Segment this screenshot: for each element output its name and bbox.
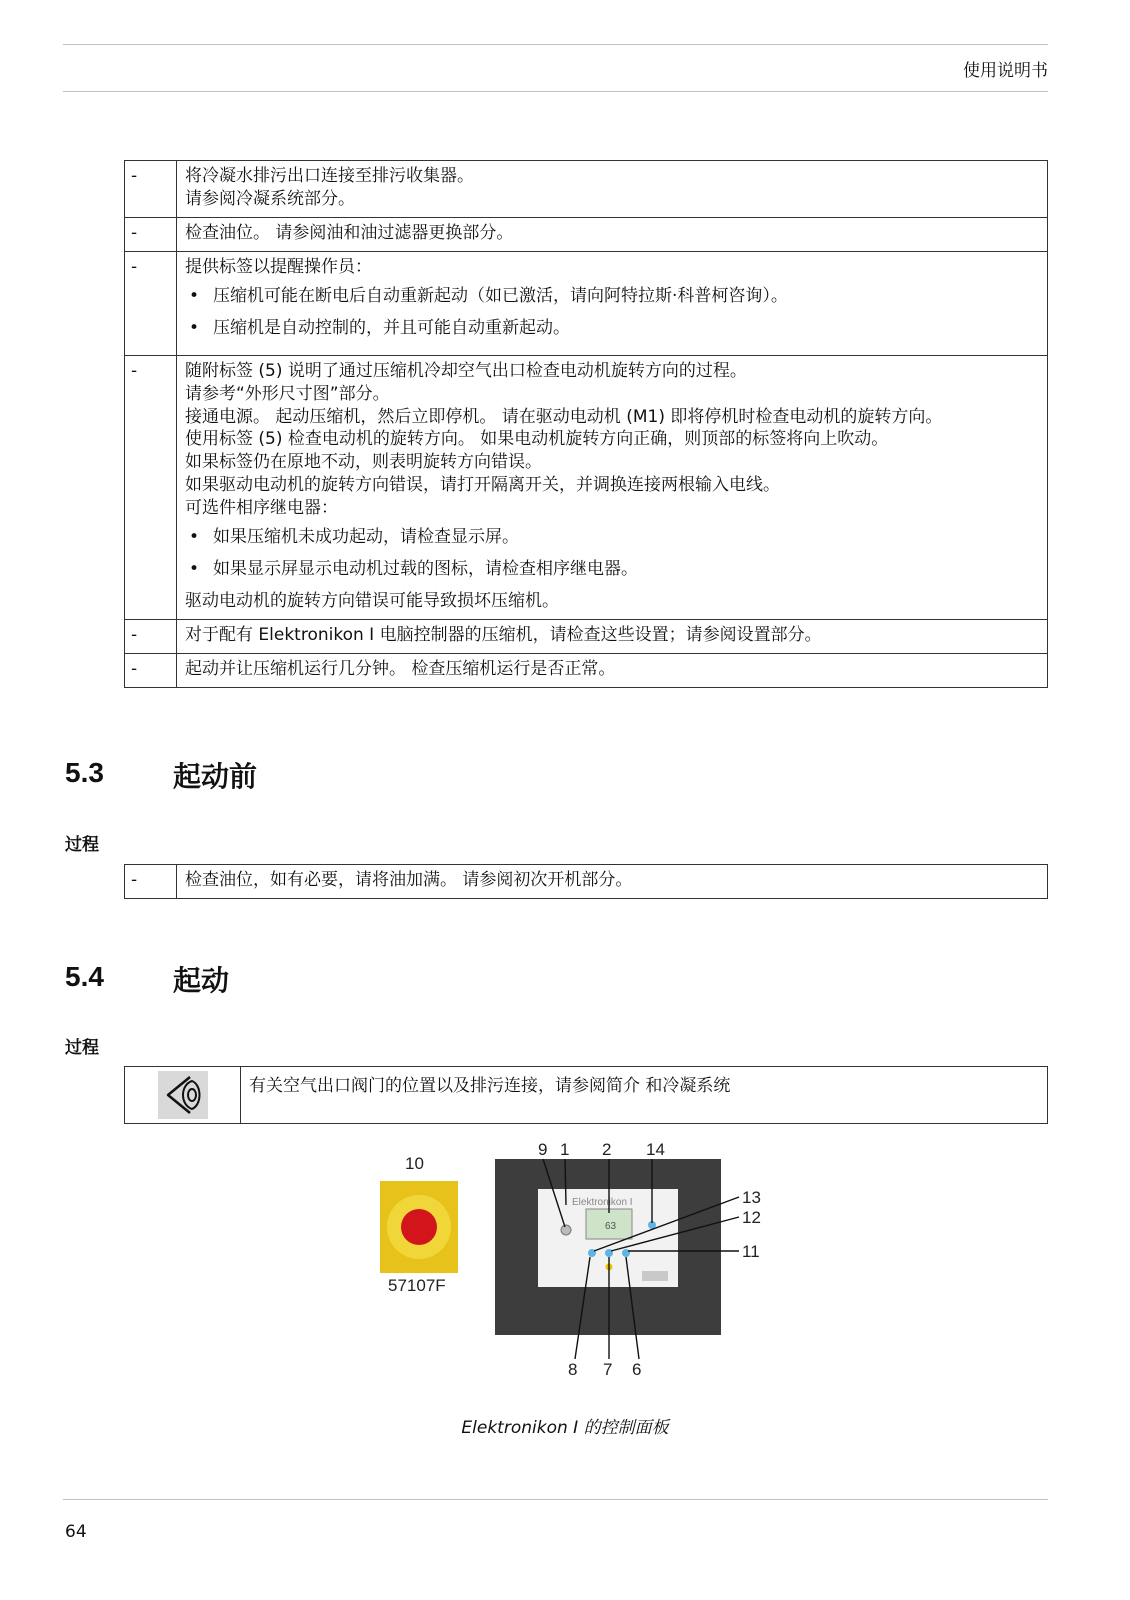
row-text: 检查油位，如有必要，请将油加满。 请参阅初次开机部分。 xyxy=(185,870,633,890)
section-number: 5.3 xyxy=(65,757,104,788)
header-bottom-rule xyxy=(63,91,1048,92)
label-13: 13 xyxy=(742,1188,761,1207)
row-text: 随附标签 (5) 说明了通过压缩机冷却空气出口检查电动机旋转方向的过程。 xyxy=(185,360,747,381)
label-11: 11 xyxy=(742,1242,760,1261)
table-row xyxy=(125,620,1048,654)
control-panel-figure xyxy=(380,1143,800,1403)
row-text: 驱动电动机的旋转方向错误可能导致损坏压缩机。 xyxy=(185,591,559,612)
row-dash: - xyxy=(125,653,177,687)
eye-icon xyxy=(158,1071,208,1119)
row-text: 起动并让压缩机运行几分钟。 检查压缩机运行是否正常。 xyxy=(185,658,616,679)
row-text: 使用标签 (5) 检查电动机的旋转方向。 如果电动机旋转方向正确，则顶部的标签将向上吹动。 xyxy=(185,429,889,450)
table-row xyxy=(125,1067,1048,1124)
row-text: 可选件相序继电器： xyxy=(185,498,338,519)
row-dash: - xyxy=(125,217,177,251)
label-10: 10 xyxy=(405,1154,424,1173)
row-content xyxy=(177,355,1048,619)
section-number: 5.4 xyxy=(65,961,104,992)
procedure-table xyxy=(124,160,1048,688)
table-row xyxy=(125,161,1048,218)
row-content xyxy=(177,217,1048,251)
row-text: 接通电源。 起动压缩机，然后立即停机。 请在驱动电动机 (M1) 即将停机时检查电动机的旋转方向。 xyxy=(185,406,943,427)
figure-code: 57107F xyxy=(388,1276,446,1295)
procedure-table xyxy=(124,864,1048,899)
panel-logo xyxy=(642,1271,668,1281)
row-text: 如果标签仍在原地不动，则表明旋转方向错误。 xyxy=(185,452,542,473)
label-6: 6 xyxy=(632,1360,642,1379)
row-text: 如果驱动电动机的旋转方向错误，请打开隔离开关，并调换连接两根输入电线。 xyxy=(185,475,780,496)
panel-brand: Elektronikon I xyxy=(572,1197,633,1208)
list-item: • 压缩机是自动控制的，并且可能自动重新起动。 xyxy=(185,317,1039,340)
label-7: 7 xyxy=(603,1360,613,1379)
display-value: 63 xyxy=(605,1221,617,1232)
table-row xyxy=(125,653,1048,687)
label-14: 14 xyxy=(646,1143,665,1159)
row-dash: - xyxy=(125,251,177,355)
footer-rule xyxy=(63,1499,1048,1500)
row-content xyxy=(177,161,1048,218)
row-text: 请参考“外形尺寸图”部分。 xyxy=(185,383,390,404)
row-content xyxy=(177,653,1048,687)
subheading: 过程 xyxy=(65,835,99,855)
figure-caption: Elektronikon I 的控制面板 xyxy=(461,1418,669,1438)
label-8: 8 xyxy=(568,1360,578,1379)
label-9: 9 xyxy=(538,1143,548,1159)
row-content xyxy=(177,865,1048,899)
row-dash: - xyxy=(125,161,177,218)
table-row xyxy=(125,355,1048,619)
list-item: • 如果显示屏显示电动机过载的图标，请检查相序继电器。 xyxy=(185,558,1039,581)
note-icon-cell xyxy=(125,1067,241,1124)
note-content xyxy=(241,1067,1048,1124)
panel-key-11 xyxy=(622,1249,630,1257)
emergency-stop-button xyxy=(401,1209,437,1245)
panel-led xyxy=(561,1225,571,1235)
note-text: 有关空气出口阀门的位置以及排污连接，请参阅简介 和冷凝系统 xyxy=(249,1076,731,1096)
header-top-rule xyxy=(63,44,1048,45)
bullet-list xyxy=(185,285,1039,340)
header-title: 使用说明书 xyxy=(963,61,1048,81)
subheading: 过程 xyxy=(65,1038,99,1058)
bullet-list xyxy=(185,526,1039,581)
label-1: 1 xyxy=(560,1143,570,1159)
row-content xyxy=(177,251,1048,355)
row-text: 提供标签以提醒操作员： xyxy=(185,256,372,277)
table-row xyxy=(125,865,1048,899)
page-number: 64 xyxy=(65,1522,87,1542)
table-row xyxy=(125,251,1048,355)
row-dash: - xyxy=(125,865,177,899)
row-text: 检查油位。 请参阅油和油过滤器更换部分。 xyxy=(185,222,514,243)
row-dash: - xyxy=(125,620,177,654)
section-title: 起动 xyxy=(173,964,230,997)
row-text: 请参阅冷凝系统部分。 xyxy=(185,188,355,209)
row-content xyxy=(177,620,1048,654)
label-12: 12 xyxy=(742,1208,761,1227)
row-text: 对于配有 Elektronikon I 电脑控制器的压缩机，请检查这些设置；请参阅设置部分。 xyxy=(185,625,822,645)
row-dash: - xyxy=(125,355,177,619)
note-table xyxy=(124,1066,1048,1124)
list-item: • 如果压缩机未成功起动，请检查显示屏。 xyxy=(185,526,1039,549)
section-title: 起动前 xyxy=(173,760,258,793)
row-text: 将冷凝水排污出口连接至排污收集器。 xyxy=(185,166,474,186)
table-row xyxy=(125,217,1048,251)
list-item: • 压缩机可能在断电后自动重新起动（如已激活，请向阿特拉斯·科普柯咨询）。 xyxy=(185,285,1039,308)
label-2: 2 xyxy=(602,1143,612,1159)
